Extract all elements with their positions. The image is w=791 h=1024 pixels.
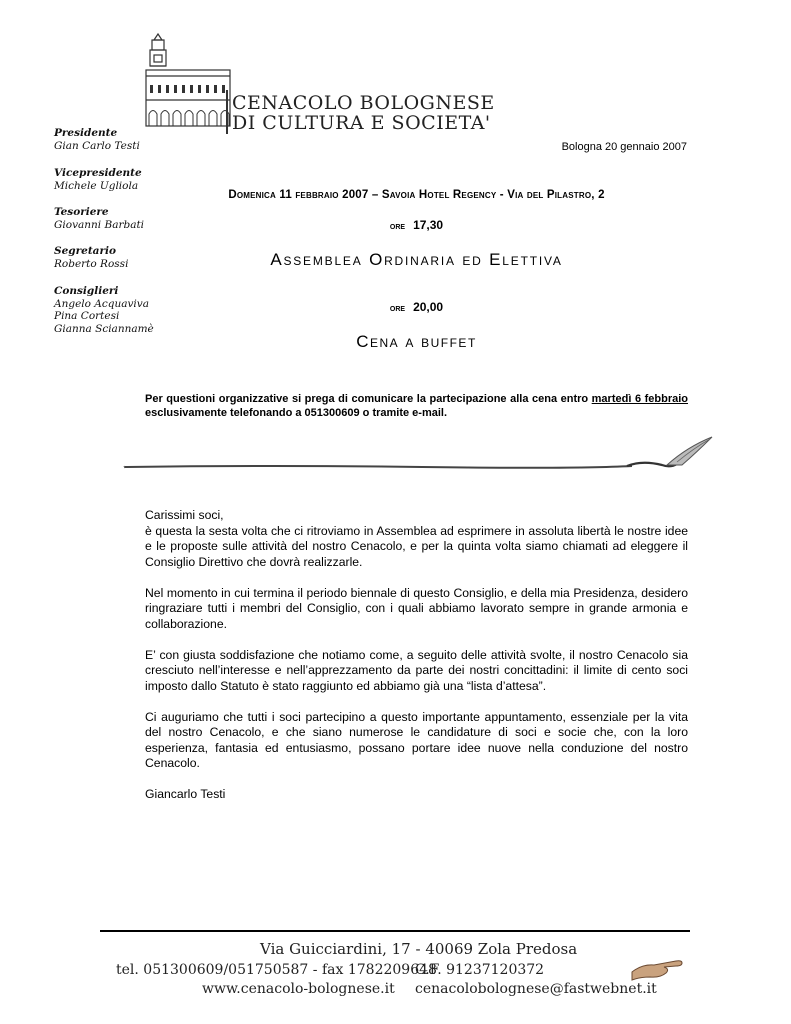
member-name: Gian Carlo Testi: [54, 139, 140, 152]
letter-paragraph: Nel momento in cui termina il periodo biennale di questo Consiglio, e della mia Presidenza, desidero ringraziare tutti i membri del Consiglio, con i quali abbiamo lavorato sempre in grande armonia e collaborazione.: [145, 585, 688, 631]
footer-phone: tel. 051300609/051750587 - fax 1782209648: [116, 962, 437, 978]
rsvp-notice: [145, 392, 688, 420]
footer-tax-code: C.F. 91237120372: [415, 962, 545, 978]
role-label: Segretario: [54, 245, 116, 257]
member-name: Roberto Rossi: [54, 257, 129, 270]
footer: [100, 928, 692, 1008]
notice-text: Per questioni organizzative si prega di comunicare la partecipazione alla cena entro: [145, 393, 592, 405]
time-dinner: [145, 300, 688, 314]
footer-email: cenacolobolognese@fastwebnet.it: [415, 981, 657, 997]
role-label: Presidente: [54, 127, 118, 139]
pointing-hand-icon: [630, 950, 690, 982]
dinner-title: Cena a buffet: [356, 332, 477, 351]
member-name: Pina Cortesi: [54, 310, 120, 322]
member-name: Gianna Sciannamè: [54, 322, 154, 335]
role-label: Vicepresidente: [54, 167, 142, 179]
letter-paragraph: Ci auguriamo che tutti i soci partecipino a questo importante appuntamento, essenziale per la vita del nostro Cenacolo, e che siano numerose le candidature di soci e socie che, con la loro esperienza, fantasia ed entusiasmo, possano portare idee nuove nella conduzione del nostro Cenacolo.: [145, 709, 688, 770]
member-name: Michele Ugliola: [54, 179, 139, 192]
letter-body: [145, 508, 688, 818]
logo: [140, 30, 495, 135]
role-label: Consiglieri: [54, 285, 119, 297]
letter-paragraph: E’ con giusta soddisfazione che notiamo come, a seguito delle attività svolte, il nostro Cenacolo sia cresciuto nell’interesse e nell’apprezzamento da parte dei nostri concittadini: il limite di cento soci imposto dallo Statuto è stato raggiunto ed abbiamo già una “lista d’attesa”.: [145, 647, 688, 693]
logo-divider: [226, 90, 228, 134]
quill-pen-divider-icon: [122, 432, 717, 477]
time-value: 20,00: [413, 300, 444, 314]
letter-greeting: Carissimi soci,: [145, 508, 224, 522]
logo-line-1: CENACOLO BOLOGNESE: [232, 92, 495, 114]
footer-address: Via Guicciardini, 17 - 40069 Zola Predosa: [260, 940, 578, 958]
event-location: Domenica 11 febbraio 2007 – Savoia Hotel Regency - Via del Pilastro, 2: [228, 189, 605, 201]
sidebar-secretary: [54, 245, 128, 270]
role-label: Tesoriere: [54, 206, 109, 218]
time-assembly: [145, 218, 688, 232]
letter-paragraph: è questa la sesta volta che ci ritroviamo in Assemblea ad esprimere in assoluta libertà le nostre idee e le proposte sulle attività del nostro Cenacolo, e per la quinta volta siamo chiamati ad eleggere il Consiglio Direttivo che dovrà realizzarle.: [145, 523, 688, 569]
time-label: ore: [389, 302, 406, 314]
letter-signature: Giancarlo Testi: [145, 787, 226, 801]
sidebar-vicepresident: [54, 167, 142, 192]
sidebar-councillors: [54, 285, 154, 335]
sidebar-president: [54, 127, 140, 152]
member-name: Giovanni Barbati: [54, 218, 145, 231]
notice-deadline: martedì 6 febbraio: [591, 393, 688, 405]
time-label: ore: [389, 220, 406, 232]
letter-date: Bologna 20 gennaio 2007: [561, 141, 687, 153]
time-value: 17,30: [413, 218, 444, 232]
assembly-title: Assemblea Ordinaria ed Elettiva: [270, 250, 563, 269]
footer-website: www.cenacolo-bolognese.it: [202, 981, 395, 997]
member-name: Angelo Acquaviva: [54, 297, 149, 310]
notice-text-end: esclusivamente telefonando a 051300609 o tramite e-mail.: [145, 407, 448, 419]
sidebar-treasurer: [54, 206, 144, 231]
logo-line-2: DI CULTURA E SOCIETA': [232, 112, 491, 134]
tower-building-icon: [140, 30, 232, 130]
